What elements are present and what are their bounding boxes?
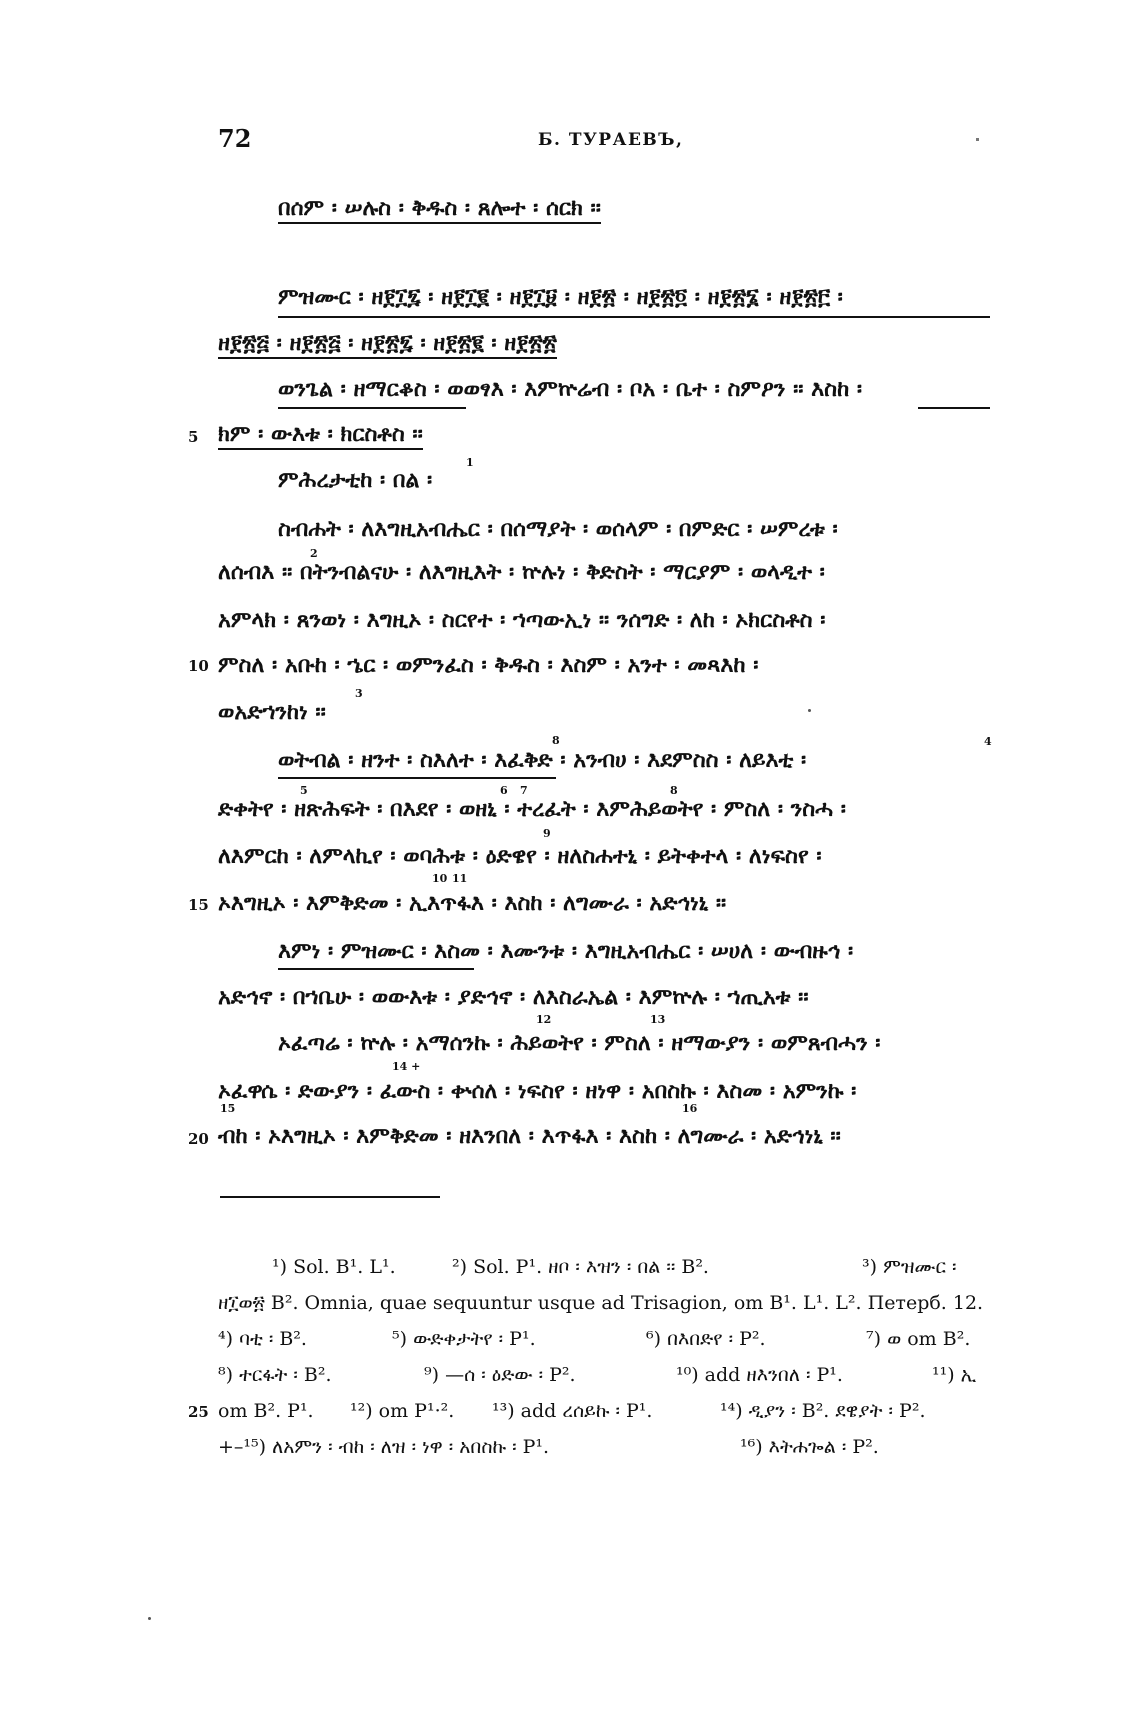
text-span: ምሕረታቲከ ፡ በል ፡ (278, 467, 433, 493)
text-line (278, 1028, 880, 1058)
footnote-10: ¹⁰) add ዘእንበለ ፡ P¹. (676, 1364, 843, 1386)
text-span: ምስለ ፡ አቡከ ፡ ኄር ፡ ወምንፈስ ፡ ቅዱስ ፡ እስም ፡ አንተ ፡ መጻእከ ፡ (218, 652, 759, 678)
footnote-7: ⁷) ወ om B². (866, 1328, 971, 1350)
footnote-15: +–¹⁵) ለአምን ፡ ብከ ፡ ለዝ ፡ ነዋ ፡ አበስኩ ፡ P¹. (218, 1436, 550, 1458)
text-line (218, 1076, 856, 1106)
text-span: ለሰብእ ፡፡ በትንብልናሁ ፡ ለእግዚእት ፡ ኵሉነ ፡ ቅድስት ፡ ማርያም ፡ ወላዲተ ፡ (218, 559, 825, 585)
printer-mark (976, 138, 979, 141)
text-span: ኦእግዚኦ ፡ እምቅድመ ፡ ኢእጥፋእ ፡ እስከ ፡ ለግሙራ ፡ አድኅነኒ ፡፡ (218, 890, 727, 916)
underline-rule (278, 777, 556, 779)
line-number: 20 (188, 1130, 209, 1148)
note-marker: 11 (452, 872, 468, 885)
text-line (218, 841, 822, 871)
note-marker: 8 (552, 734, 560, 747)
note-marker: 9 (543, 827, 551, 840)
underline-rule (278, 968, 474, 970)
note-marker: 7 (520, 784, 528, 797)
stray-dot (808, 709, 811, 712)
text-span: ብከ ፡ ኦእግዚኦ ፡ እምቅድመ ፡ ዘእንበለ ፡ እጥፋእ ፡ እስከ ፡ ለግሙራ ፡ አድኅነኒ ፡፡ (218, 1123, 841, 1149)
footnote-12: ¹²) om P¹·². (350, 1400, 455, 1422)
note-marker: 5 (300, 784, 308, 797)
footnote-1: ¹) Sol. B¹. L¹. (272, 1256, 396, 1278)
note-marker: 2 (310, 547, 318, 560)
note-marker: 4 (984, 735, 992, 748)
text-span: ድቀትየ ፡ ዘጽሕፍት ፡ በእደየ ፡ ወዘኒ ፡ ተረፈት ፡ እምሕይወትየ ፡ ምስለ ፡ ንስሓ ፡ (218, 796, 846, 822)
line-number: 25 (188, 1403, 209, 1421)
footnote-3-cont: ዘ፲ወ፳ B². Omnia, quae sequuntur usque ad Trisagion, om B¹. L¹. L². Петерб. 12. (218, 1292, 984, 1314)
text-line (218, 419, 423, 449)
text-line (218, 982, 809, 1012)
text-span: ክም ፡ ውእቱ ፡ ክርስቶስ ፡፡ (218, 421, 423, 450)
footnote-8: ⁸) ተርፋት ፡ B². (218, 1364, 332, 1386)
text-span: ኦፈዋሴ ፡ ድውያን ፡ ፈውስ ፡ ቍሰለ ፡ ነፍስየ ፡ ዘነዋ ፡ አበስኩ ፡ እስመ ፡ አምንኩ ፡ (218, 1078, 857, 1104)
footnote-9: ⁹) —ሰ ፡ ዕድው ፡ P². (424, 1364, 576, 1386)
footnote-14: ¹⁴) ዲያን ፡ B². ደዌያት ፡ P². (720, 1400, 926, 1422)
text-line (278, 745, 806, 775)
text-line (278, 465, 432, 495)
underline-rule (278, 407, 466, 409)
text-span: እምነ ፡ ምዝሙር ፡ እስመ ፡ እሙንቱ ፡ እግዚአብሔር ፡ ሠሀለ ፡ ውብዙኅ ፡ (278, 938, 854, 964)
text-span: ኦፈጣሬ ፡ ኵሉ ፡ አማሰንኩ ፡ ሕይወትየ ፡ ምስለ ፡ ዘማውያን ፡ ወምጸብሓን ፡ (278, 1030, 881, 1056)
text-span: አድኅኖ ፡ በኀቤሁ ፡ ወውእቱ ፡ ያድኅኖ ፡ ለእስራኤል ፡ እምኵሉ ፡ ኀጢአቱ ፡፡ (218, 984, 809, 1010)
text-line (278, 936, 853, 966)
text-line-title (278, 193, 601, 223)
note-marker: 1 (466, 456, 474, 469)
footnote-6: ⁶) በእበድየ ፡ P². (646, 1328, 766, 1350)
line-number: 5 (188, 428, 199, 446)
line-number: 15 (188, 896, 209, 914)
note-marker: 14 + (392, 1060, 421, 1073)
note-marker: 16 (682, 1102, 698, 1115)
note-marker: 13 (650, 1013, 666, 1026)
running-head-author: Б. ТУРАЕВЪ, (538, 130, 684, 150)
footnote-separator (220, 1196, 440, 1198)
footnote-11-cont: om B². P¹. (218, 1400, 314, 1422)
text-span: አምላክ ፡ ጸንወነ ፡ እግዚኦ ፡ ስርየተ ፡ ኀጣውኢነ ፡፡ ንሰግድ ፡ ለከ ፡ ኦክርስቶስ ፡ (218, 607, 826, 633)
footnote-11: ¹¹) ኢ (932, 1364, 977, 1386)
footnote-5: ⁵) ውድቀታትየ ፡ P¹. (392, 1328, 536, 1350)
text-line-psalms-1 (278, 282, 843, 312)
note-marker: 3 (355, 687, 363, 700)
note-marker: 6 (500, 784, 508, 797)
psalm-list: ዘ፻፳፭ ፡ ዘ፻፳፭ ፡ ዘ፻፳፯ ፡ ዘ፻፳፪ ፡ ዘ፻፳፳ (218, 330, 557, 359)
text-span: ወትብል ፡ ዘንተ ፡ ስእለተ ፡ እፈቅድ ፡ አንብሀ ፡ እደምስስ ፡ ለይእቲ ፡ (278, 747, 807, 773)
footnote-13: ¹³) add ረሰይኩ ፡ P¹. (492, 1400, 653, 1422)
text-line (218, 605, 825, 635)
text-span: ወአድኀንከነ ፡፡ (218, 699, 326, 725)
note-marker: 12 (536, 1013, 552, 1026)
footnote-16: ¹⁶) እትሐጐል ፡ P². (740, 1436, 879, 1458)
text-line (218, 697, 326, 727)
underline-rule (278, 316, 990, 318)
note-marker: 8 (670, 784, 678, 797)
text-line-psalms-2 (218, 328, 557, 358)
text-span: ለእምርከ ፡ ለምላኪየ ፡ ወባሕቱ ፡ ዕድዌየ ፡ ዘለስሐተኒ ፡ ይትቀተላ ፡ ለነፍስየ ፡ (218, 843, 822, 869)
underlined-heading: በሰም ፡ ሠሉስ ፡ ቅዱስ ፡ ጸሎተ ፡ ሰርክ ፡፡ (278, 195, 601, 224)
text-line-gospel (278, 374, 862, 404)
psalm-list: ምዝሙር ፡ ዘ፻፲፯ ፡ ዘ፻፲፪ ፡ ዘ፻፲፱ ፡ ዘ፻፳ ፡ ዘ፻፳፬ ፡ ዘ፻፳፮ ፡ ዘ፻፳፫ ፡ (278, 284, 843, 310)
text-line (218, 794, 846, 824)
gospel-incipit: ወንጌል ፡ ዘማርቆስ ፡ ወወፃእ ፡ እምኵሬብ ፡ ቦአ ፡ ቤተ ፡ ስምዖን ፡፡ እስከ ፡ (278, 376, 863, 402)
text-line (218, 1121, 841, 1151)
text-line (218, 888, 726, 918)
text-span: ስብሐት ፡ ለእግዚአብሔር ፡ በሰማያት ፡ ወሰላም ፡ በምድር ፡ ሠምረቱ ፡ (278, 516, 838, 542)
note-marker: 10 (432, 872, 448, 885)
line-number: 10 (188, 657, 209, 675)
text-line (218, 557, 825, 587)
footnote-3: ³) ምዝሙር ፡ (862, 1256, 957, 1278)
footnote-2: ²) Sol. P¹. ዘቦ ፡ እዝን ፡ በል ፡፡ B². (452, 1256, 709, 1278)
note-marker: 15 (220, 1102, 236, 1115)
page-number: 72 (218, 124, 252, 153)
stray-dot (148, 1617, 151, 1620)
text-line (218, 650, 758, 680)
text-line (278, 514, 838, 544)
footnote-4: ⁴) ባቲ ፡ B². (218, 1328, 307, 1350)
underline-rule (918, 407, 990, 409)
